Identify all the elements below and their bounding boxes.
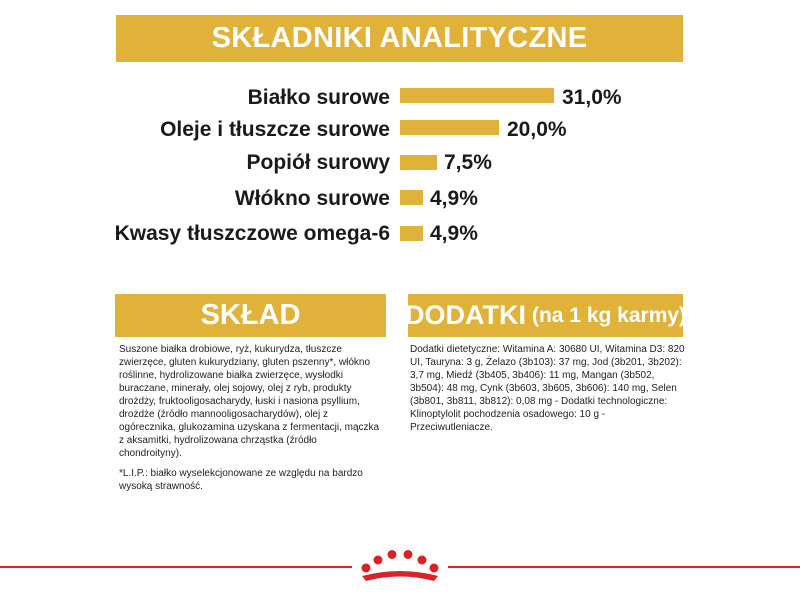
row-value-ash: 7,5% (444, 151, 492, 174)
composition-title: SKŁAD (200, 299, 301, 331)
composition-title-banner (115, 294, 386, 337)
row-value-protein: 31,0% (562, 86, 622, 109)
row-bar-protein (400, 88, 554, 103)
row-bar-fibre (400, 190, 423, 205)
additives-title-banner (404, 294, 687, 337)
composition-text: Suszone białka drobiowe, ryż, kukurydza, tłuszcze zwierzęce, gluten kukurydziany, gluten pszenny*, włókno roślinne, hydrolizowane białka zwierzęce, wysłodki buraczane, minerały, olej sojowy, olej z ryb, produkty drożdży, fruktooligosacharydy, łuski i nasiona psyllium, drożdże (źródło mannooligosacharydów), olej z ogórecznika, glukozamina uzyskana z fermentacji, mączka z aksamitki, hydrolizowana chrząstka (źródło chondroityny). (119, 344, 380, 459)
composition-note: *L.I.P.: białko wyselekcjonowane ze względu na bardzo wysoką strawność. (119, 468, 363, 492)
row-label-protein: Białko surowe (247, 86, 390, 109)
row-label-fibre: Włókno surowe (234, 187, 390, 210)
additives-text: Dodatki dietetyczne: Witamina A: 30680 UI, Witamina D3: 820 UI, Tauryna: 3 g, Żelazo (3b103): 37 mg, Jod (3b201, 3b202): 3,7 mg, Miedź (3b405, 3b406): 11 mg, Mangan (3b502, 3b504): 48 mg, Cynk (3b603, 3b605, 3b606): 140 mg, Selen (3b801, 3b811, 3b812): 0,08 mg - Dodatki technologiczne: Klinoptylolit pochodzenia osadowego: 10 g - Przeciwutleniacze. (410, 344, 685, 433)
royal-canin-crown-icon (352, 548, 448, 584)
row-label-ash: Popiół surowy (246, 151, 390, 174)
row-label-fat: Oleje i tłuszcze surowe (160, 118, 390, 141)
row-value-fibre: 4,9% (430, 187, 478, 210)
row-bar-omega6 (400, 226, 423, 241)
additives-subtitle: (na 1 kg karmy) (531, 303, 687, 327)
row-value-omega6: 4,9% (430, 222, 478, 245)
analytic-title-banner (116, 15, 683, 62)
row-label-omega6: Kwasy tłuszczowe omega-6 (114, 222, 390, 245)
row-bar-ash (400, 155, 437, 170)
additives-title: DODATKI (404, 300, 526, 330)
row-bar-fat (400, 120, 499, 135)
row-value-fat: 20,0% (507, 118, 567, 141)
analytic-title: SKŁADNIKI ANALITYCZNE (211, 22, 588, 54)
